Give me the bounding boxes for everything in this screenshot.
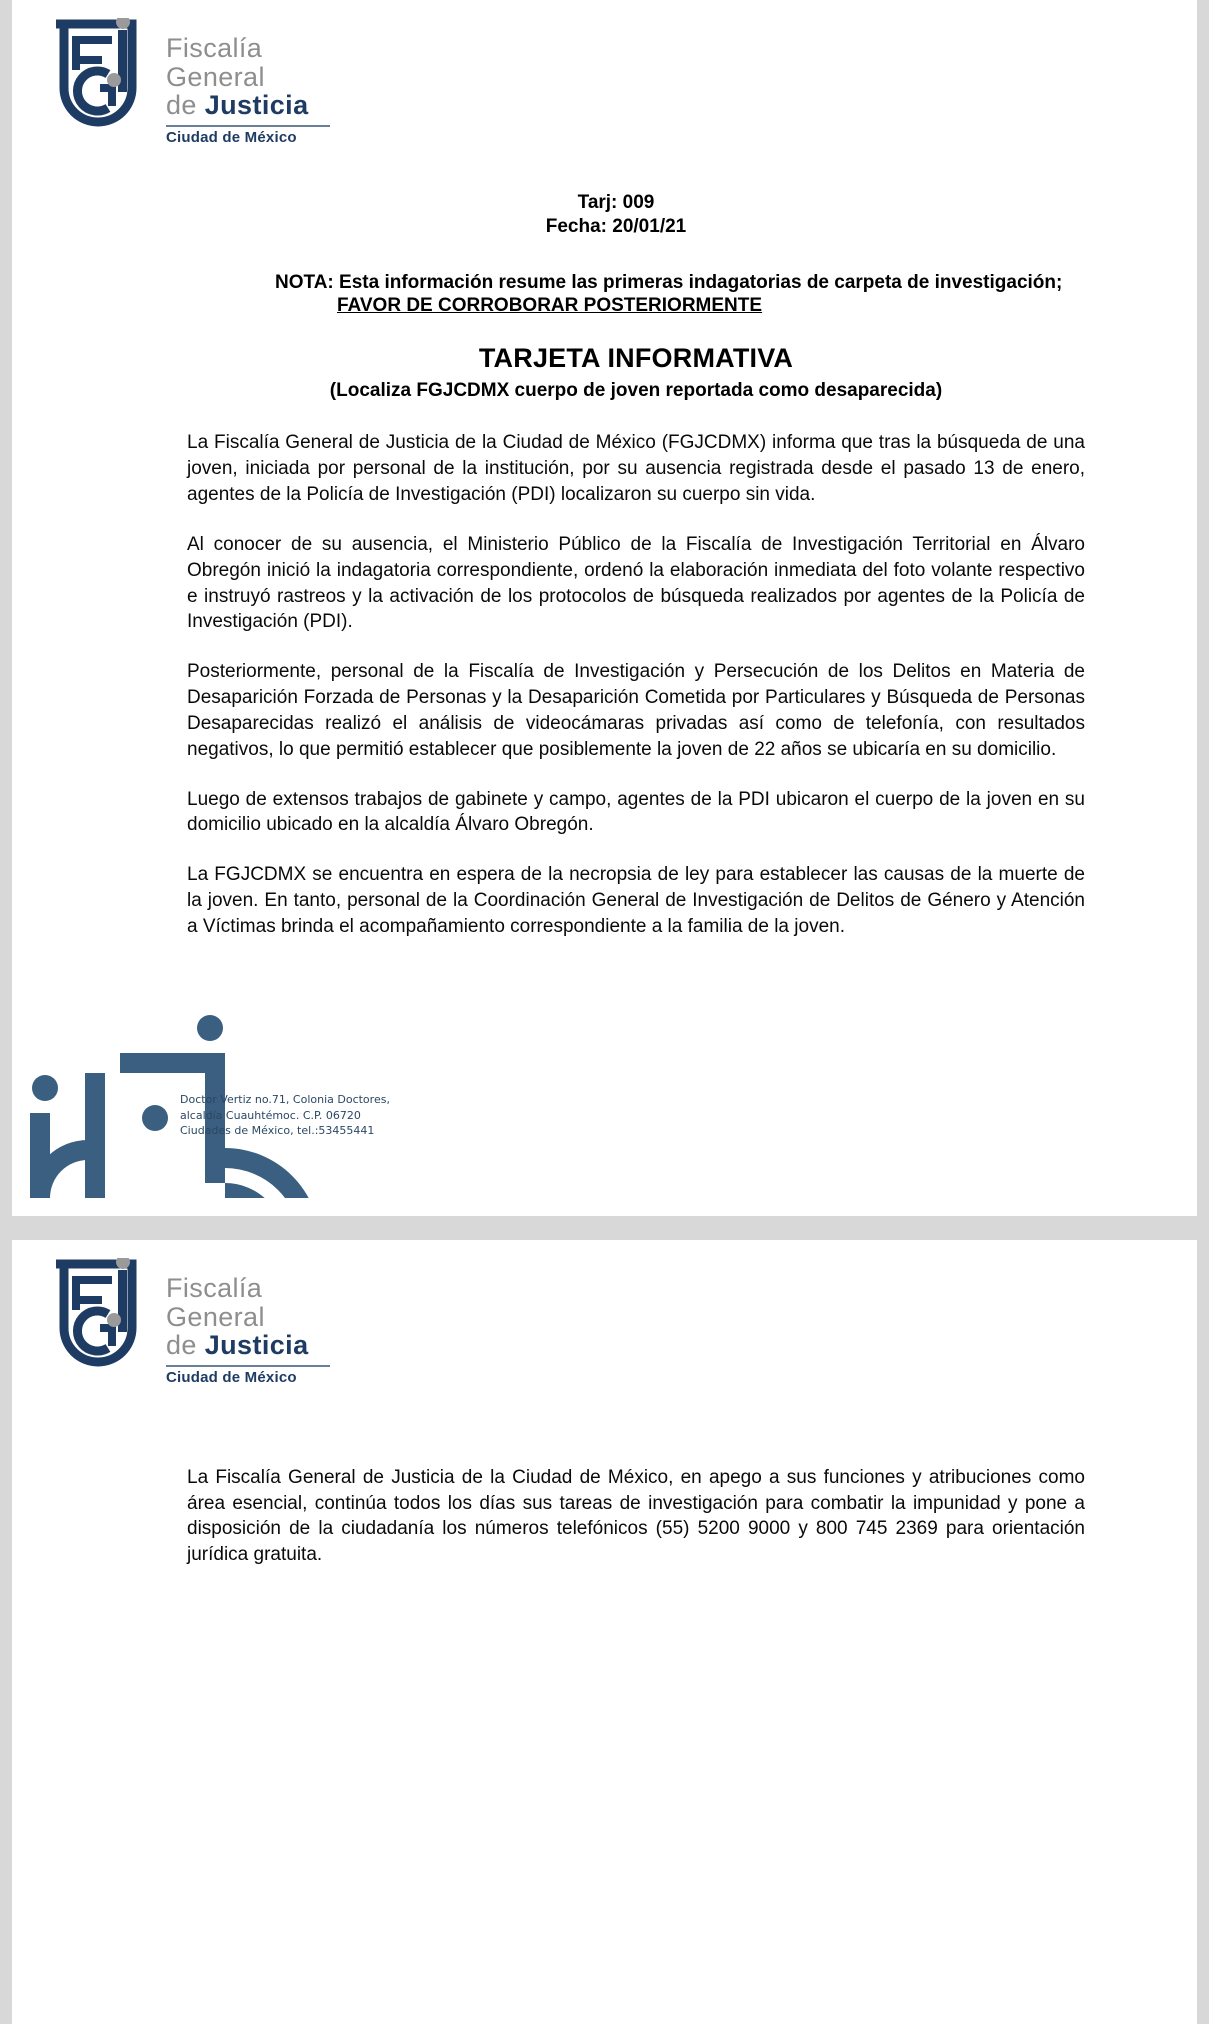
body-paragraph: La Fiscalía General de Justicia de la Ciudad de México (FGJCDMX) informa que tras la búsqueda de una joven, iniciada por personal de la institución, por su ausencia registrada desde el pasado 13 de enero, agentes de la Policía de Investigación (PDI) localizaron su cuerpo sin vida. bbox=[187, 432, 1085, 506]
body-paragraph: Al conocer de su ausencia, el Ministerio Público de la Fiscalía de Investigación Territorial en Álvaro Obregón inició la indagatoria correspondiente, ordenó la elaboración inmediata del foto volante respectivo e instruyó rastreos y la activación de los protocolos de búsqueda realizados por agentes de la Policía de Investigación (PDI). bbox=[187, 533, 1085, 633]
brand-divider bbox=[166, 1365, 330, 1367]
brand-line-3-light: de bbox=[166, 1330, 205, 1361]
document-content bbox=[12, 1465, 1197, 1568]
brand-wordmark bbox=[166, 18, 330, 147]
brand-line-3-light: de bbox=[166, 90, 205, 121]
brand-line-2: General bbox=[166, 1301, 265, 1332]
nota-text: Esta información resume las primeras indagatorias de carpeta de investigación; bbox=[339, 272, 1063, 294]
body-paragraph: La FGJCDMX se encuentra en espera de la necropsia de ley para establecer las causas de la muerte de la joven. En tanto, personal de la Coordinación General de Investigación de Delitos de Género y Atención a Víctimas brinda el acompañamiento correspondiente a la familia de la joven. bbox=[187, 864, 1085, 937]
brand-line-2: General bbox=[166, 61, 265, 92]
page-title: TARJETA INFORMATIVA bbox=[478, 343, 794, 374]
brand-line-3 bbox=[166, 91, 330, 120]
closing-section bbox=[187, 1465, 1085, 1568]
brand-line-3-bold: Justicia bbox=[204, 1330, 309, 1361]
brand-wordmark bbox=[166, 1258, 330, 1387]
nota-label: NOTA: bbox=[275, 272, 334, 294]
page-separator bbox=[0, 1216, 1209, 1240]
address-line-1: Doctor Vertiz no.71, Colonia Doctores, bbox=[180, 1093, 390, 1106]
header-logo bbox=[12, 0, 1197, 147]
body-paragraph: Luego de extensos trabajos de gabinete y campo, agentes de la PDI ubicaron el cuerpo de la joven en su domicilio ubicado en la alcaldía Álvaro Obregón. bbox=[187, 788, 1085, 836]
closing-paragraph: La Fiscalía General de Justicia de la Ciudad de México, en apego a sus funciones y atribuciones como área esencial, continúa todos los días sus tareas de investigación para combatir la impunidad y pone a disposición de la ciudadanía los números telefónicos (55) 5200 9000 y 800 745 2369 para orientación jurídica gratuita. bbox=[187, 1466, 1085, 1566]
address-line-3: Ciudades de México, tel.:53455441 bbox=[180, 1124, 375, 1138]
footer-address bbox=[180, 1092, 390, 1139]
fgj-shield-icon bbox=[46, 18, 150, 130]
tarj-number: Tarj: 009 bbox=[577, 191, 655, 213]
brand-line-3-bold: Justicia bbox=[204, 90, 309, 121]
footer-watermark bbox=[20, 988, 440, 1198]
brand-city: Ciudad de México bbox=[166, 1368, 297, 1386]
page-subtitle: (Localiza FGJCDMX cuerpo de joven reportada como desaparecida) bbox=[329, 380, 943, 402]
document-page-1 bbox=[12, 0, 1197, 1216]
brand-line-1: Fiscalía bbox=[166, 1273, 263, 1303]
brand-divider bbox=[166, 125, 330, 127]
document-meta bbox=[187, 191, 1045, 240]
fgj-shield-icon bbox=[46, 1258, 150, 1370]
brand-line-3 bbox=[166, 1331, 330, 1360]
nota-warning: FAVOR DE CORROBORAR POSTERIORMENTE bbox=[337, 295, 763, 317]
nota-block bbox=[275, 270, 1085, 295]
document-date: Fecha: 20/01/21 bbox=[545, 216, 687, 238]
document-page-2 bbox=[12, 1240, 1197, 2024]
document-content bbox=[12, 191, 1197, 940]
brand-line-1: Fiscalía bbox=[166, 33, 263, 63]
brand-city: Ciudad de México bbox=[166, 128, 297, 146]
header-logo bbox=[12, 1240, 1197, 1387]
body-paragraph: Posteriormente, personal de la Fiscalía de Investigación y Persecución de los Delitos en Materia de Desaparición Forzada de Personas y la Desaparición Cometida por Particulares y Búsqueda de Personas Desaparecidas realizó el análisis de videocámaras privadas así como de telefonía, con resultados negativos, lo que permitió establecer que posiblemente la joven de 22 años se ubicaría en su domicilio. bbox=[187, 661, 1085, 760]
address-line-2: alcaldía Cuauhtémoc. C.P. 06720 bbox=[180, 1108, 361, 1122]
